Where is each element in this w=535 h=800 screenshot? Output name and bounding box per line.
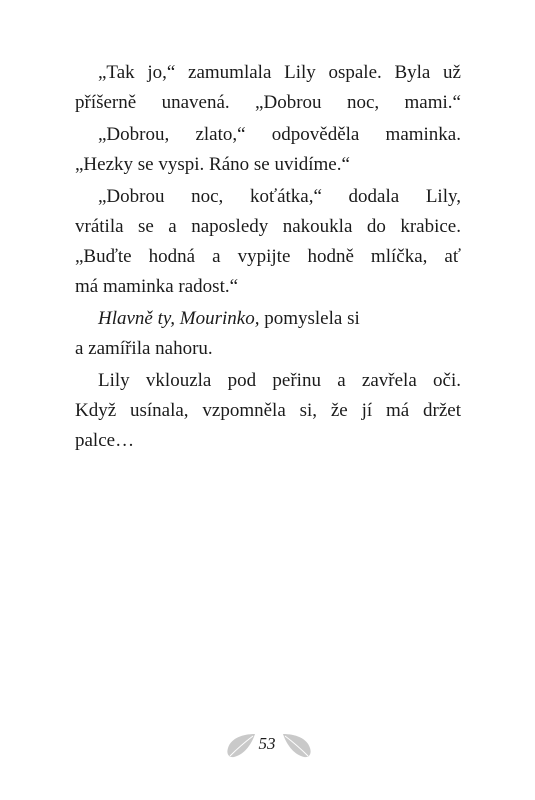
text-line: vrátila se a naposledy nakoukla do krabice. [75,216,461,237]
text-line: má maminka radost.“ [75,276,239,297]
text-line: „Buďte hodná a vypijte hodně mlíčka, ať [75,246,461,267]
text-line [75,304,461,334]
text-line: Když usínala, vzpomněla si, že jí má držet [75,400,461,421]
text-line: Lily vklouzla pod peřinu a zavřela oči. [98,370,461,391]
book-text [75,58,461,456]
text-line: „Dobrou, zlato,“ odpověděla maminka. [98,124,461,145]
text-line: palce… [75,430,135,451]
text-line: a zamířila nahoru. [75,338,213,359]
text-line: „Dobrou noc, koťátka,“ dodala Lily, [98,186,461,207]
leaf-icon [281,732,313,760]
text-line: příšerně unavená. „Dobrou noc, mami.“ [75,92,461,113]
text-line: „Hezky se vyspi. Ráno se uvidíme.“ [75,154,350,175]
page-footer [0,728,535,764]
text-fragment: pomyslela si [259,308,360,329]
page-number: 53 [258,734,276,753]
italic-thought: Hlavně ty, Mourinko, [98,308,260,329]
text-line: „Tak jo,“ zamumlala Lily ospale. Byla už [98,62,461,83]
